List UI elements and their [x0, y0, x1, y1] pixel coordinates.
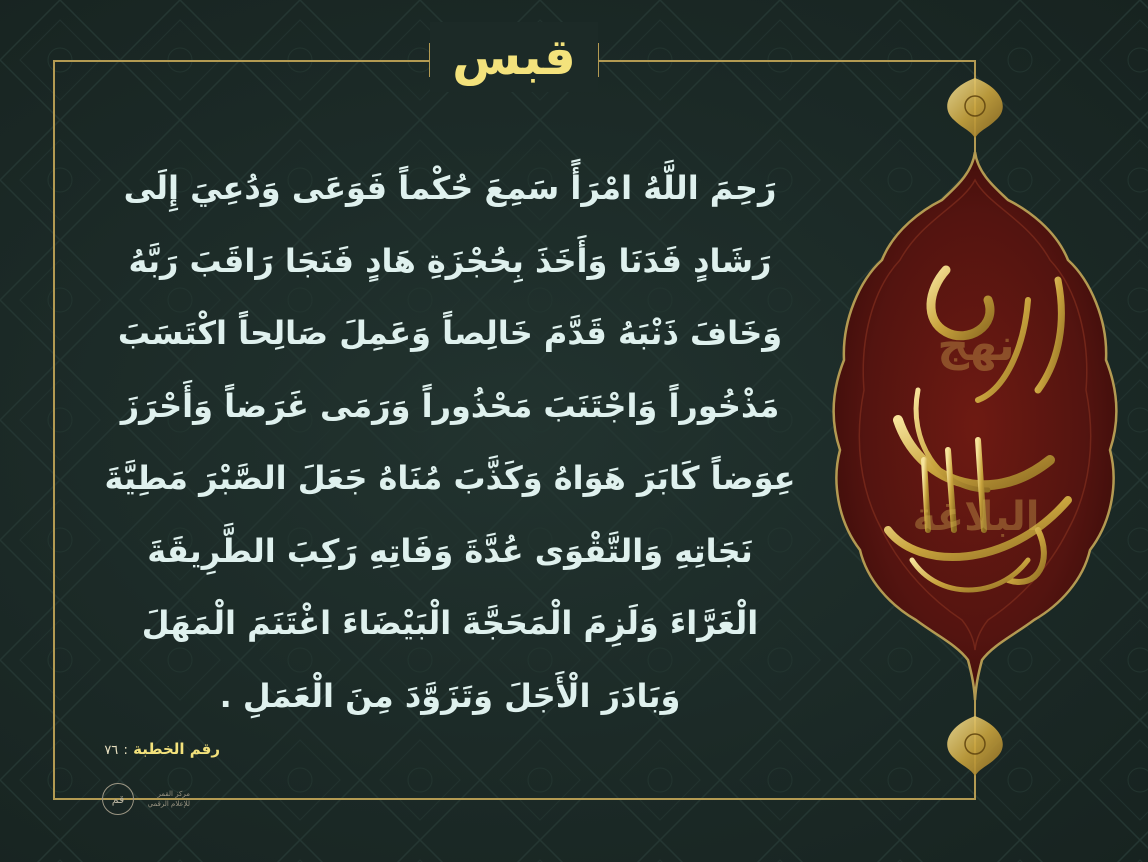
sermon-label: رقم الخطبة — [133, 740, 220, 758]
top-finial-icon — [947, 78, 1003, 138]
quote-line: وَخَافَ ذَنْبَهُ قَدَّمَ خَالِصاً وَعَمِلَ صَالِحاً اكْتَسَبَ — [117, 314, 783, 352]
quote-line: نَجَاتِهِ وَالتَّقْوَى عُدَّةَ وَفَاتِهِ رَكِبَ الطَّرِيقَةَ — [147, 531, 753, 570]
logo-line-2: للإعلام الرقمي — [147, 800, 190, 808]
calligraphy-word-1: نهج — [937, 320, 1015, 371]
quote-line: الْغَرَّاءَ وَلَزِمَ الْمَحَجَّةَ الْبَيْضَاءَ اغْتَنَمَ الْمَهَلَ — [141, 604, 759, 642]
quote-line: وَبَادَرَ الْأَجَلَ وَتَزَوَّدَ مِنَ الْعَمَلِ . — [219, 676, 681, 715]
bottom-finial-icon — [947, 716, 1003, 776]
sermon-separator: : — [123, 743, 128, 758]
quote-text — [92, 152, 808, 732]
quote-line: رَحِمَ اللَّهُ امْرَأً سَمِعَ حُكْماً فَوَعَى وَدُعِيَ إِلَى — [123, 169, 777, 207]
page-title: قبس — [430, 22, 598, 92]
frame-top-left — [53, 60, 431, 62]
medallion-ornament — [828, 60, 1128, 800]
sermon-value: ٧٦ — [104, 743, 119, 758]
logo-mark-icon — [102, 783, 134, 815]
logo-text — [140, 789, 190, 809]
quote-line: رَشَادٍ فَدَنَا وَأَخَذَ بِحُجْزَةِ هَادٍ فَنَجَا رَاقَبَ رَبَّهُ — [128, 241, 772, 280]
calligraphy-word-2: البلاغة — [912, 494, 1040, 540]
medallion-shape — [834, 152, 1117, 700]
logo-mark: قم — [111, 792, 125, 806]
publisher-logo — [100, 780, 190, 818]
frame-left — [53, 60, 55, 800]
logo-line-1: مركز القمر — [157, 790, 190, 798]
sermon-number — [70, 740, 220, 758]
quote-line: مَذْخُوراً وَاجْتَنَبَ مَحْذُوراً وَرَمَى غَرَضاً وَأَحْرَزَ — [120, 386, 780, 425]
quote-line: عِوَضاً كَابَرَ هَوَاهُ وَكَذَّبَ مُنَاهُ جَعَلَ الصَّبْرَ مَطِيَّةَ — [104, 459, 796, 497]
